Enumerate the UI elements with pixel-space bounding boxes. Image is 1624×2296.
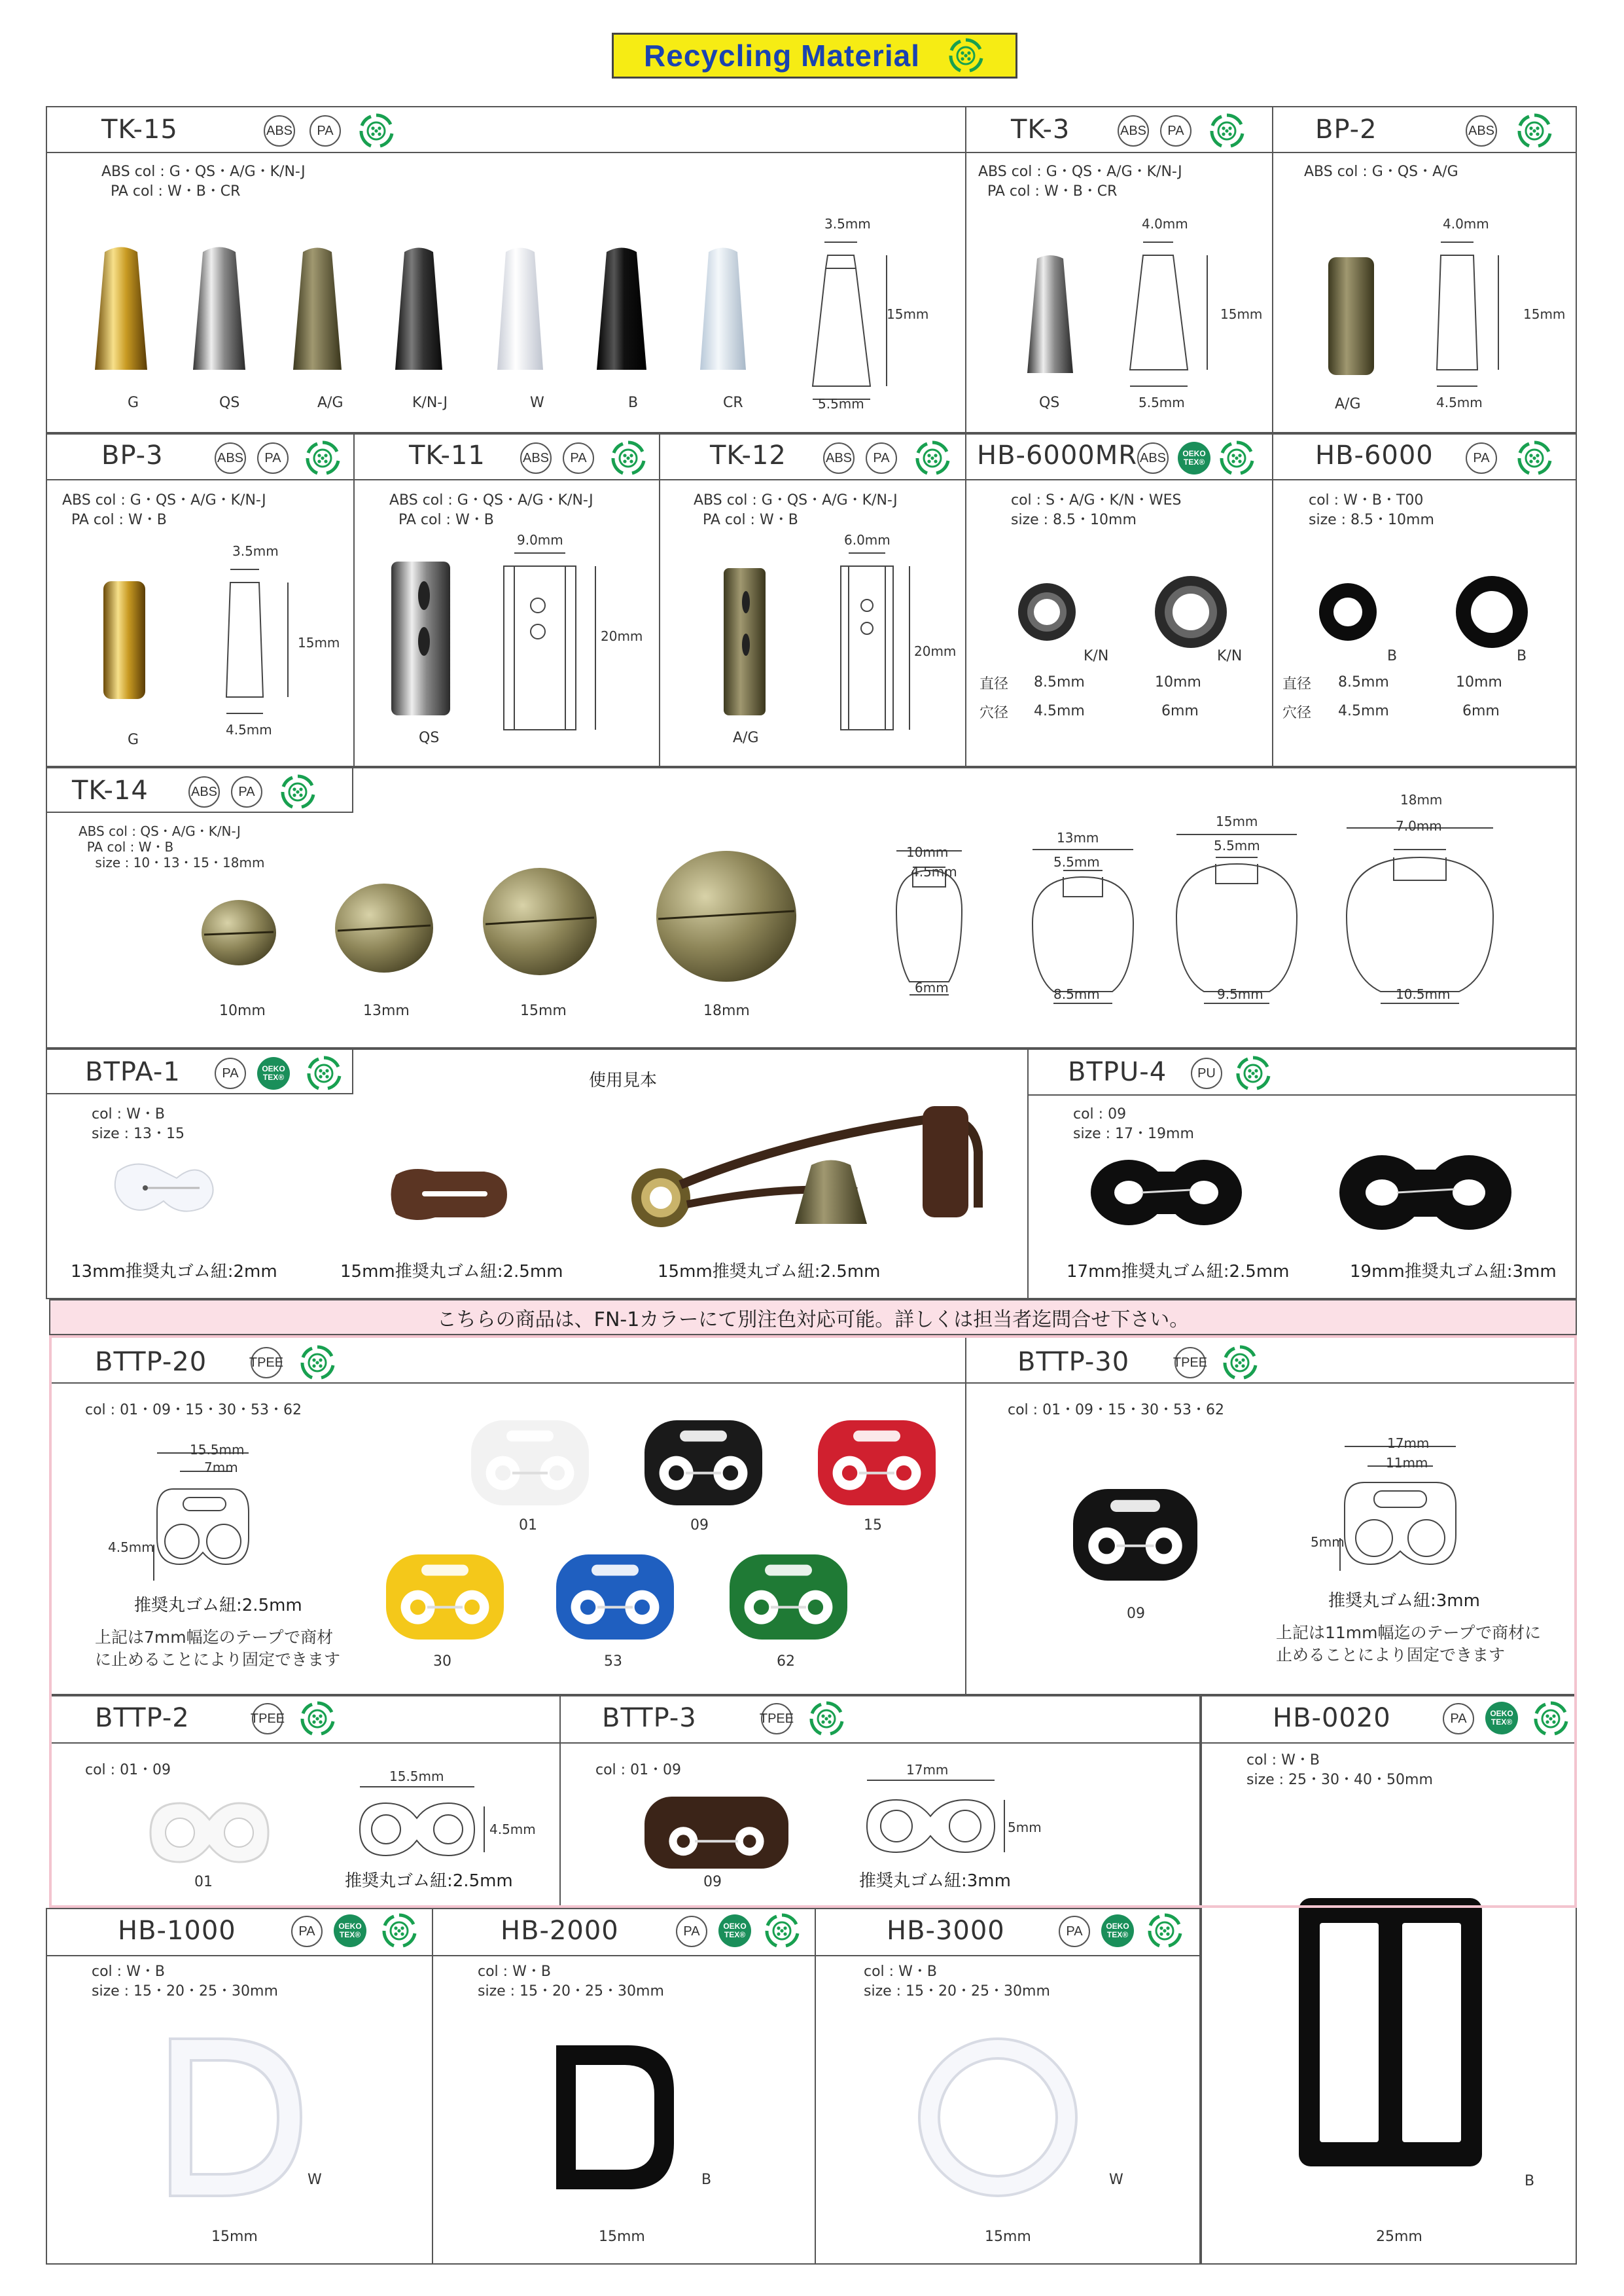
- product-name-hb1000: HB-1000: [118, 1916, 236, 1946]
- size-caption: 15mm: [985, 2229, 1031, 2245]
- row-label-hole: 穴径: [1282, 705, 1312, 721]
- material-badge-abs: ABS: [520, 442, 552, 474]
- bttp3-colors: col : 01・09: [595, 1762, 682, 1778]
- size-caption: 15mm: [211, 2229, 258, 2245]
- caption: B: [1517, 648, 1527, 664]
- material-badge-tpee: TPEE: [251, 1347, 282, 1378]
- caption: G: [128, 732, 139, 748]
- recycle-icon: [913, 439, 952, 478]
- dimension-label: 5mm: [1311, 1534, 1345, 1550]
- material-badge-abs: ABS: [264, 115, 295, 147]
- product-name-btpa1: BTPA-1: [85, 1057, 181, 1087]
- cord-lock-photo: [818, 1420, 936, 1505]
- material-badge-abs: ABS: [188, 776, 220, 808]
- cord-recommendation: 推奨丸ゴム紐:3mm: [859, 1871, 1011, 1891]
- caption: A/G: [733, 730, 759, 746]
- product-name-hb3000: HB-3000: [887, 1916, 1005, 1946]
- stopper-photo-b: [597, 248, 646, 370]
- row-label-diameter: 直径: [980, 676, 1009, 692]
- caption: 62: [777, 1653, 795, 1670]
- caption: 15: [864, 1517, 882, 1534]
- bp3-colors: ABS col : G・QS・A/G・K/N-J PA col : W・B: [62, 492, 266, 528]
- product-name-tk15: TK-15: [101, 115, 178, 145]
- recycle-icon: [278, 772, 317, 812]
- dimension-label: 5.5mm: [1139, 395, 1185, 410]
- caption: 09: [690, 1517, 709, 1534]
- material-badge-pa: PA: [257, 442, 289, 474]
- caption: B: [628, 395, 639, 411]
- dimension-label: 10.5mm: [1396, 986, 1451, 1002]
- material-badge-pa: PA: [215, 1058, 246, 1089]
- dimension-label: 3.5mm: [824, 216, 871, 232]
- hb0020-buckle-photo: [1292, 1892, 1489, 2173]
- recycle-icon: [1207, 111, 1246, 151]
- dimension-label: 5mm: [1008, 1820, 1042, 1835]
- product-name-tk14: TK-14: [72, 776, 149, 806]
- product-name-hb6000mr: HB-6000MR: [977, 440, 1138, 471]
- product-name-tk12: TK-12: [710, 440, 786, 471]
- cord-lock-photo: [730, 1554, 847, 1640]
- bttp30-photo: [1067, 1482, 1204, 1587]
- caption: 01: [194, 1874, 213, 1890]
- dimension-label: 15.5mm: [190, 1442, 245, 1458]
- dimension-label: 10mm: [906, 844, 949, 860]
- caption: 13mm: [363, 1003, 410, 1019]
- material-badge-pa: PA: [676, 1916, 707, 1947]
- recycle-icon: [298, 1699, 337, 1738]
- recycle-icon: [304, 1054, 344, 1093]
- tk14-ball-photos: [190, 851, 818, 995]
- spec-value: 4.5mm: [1338, 703, 1389, 719]
- bttp2-colors: col : 01・09: [85, 1762, 171, 1778]
- caption: 01: [519, 1517, 537, 1534]
- recycle-icon: [1531, 1699, 1570, 1738]
- tk3-stopper-photo: [1021, 252, 1093, 383]
- recycle-icon: [762, 1911, 802, 1950]
- tk12-dimension-drawing: [834, 543, 952, 733]
- caption: CR: [723, 395, 743, 411]
- btpa1-white-photo: [105, 1155, 249, 1221]
- row-label-hole: 穴径: [980, 705, 1009, 721]
- material-badge-abs: ABS: [1118, 115, 1149, 147]
- hb3000-o-ring-photo: [913, 2032, 1083, 2202]
- recycle-icon: [1220, 1343, 1260, 1382]
- hb0020-colors: col : W・B size : 25・30・40・50mm: [1246, 1752, 1433, 1788]
- usage-sample-label: 使用見本: [589, 1071, 658, 1090]
- btpu4-19mm-photo: [1338, 1149, 1515, 1240]
- caption: 30: [433, 1653, 451, 1670]
- stopper-photo-kn: [395, 248, 442, 370]
- spec-value: 8.5mm: [1034, 674, 1085, 691]
- stopper-photo-ag: [293, 248, 342, 370]
- caption: B: [1525, 2173, 1535, 2189]
- dimension-label: 9.5mm: [1217, 986, 1263, 1002]
- product-name-bttp3: BTTP-3: [602, 1703, 697, 1733]
- material-badge-abs: ABS: [215, 442, 246, 474]
- recycle-icon: [946, 36, 985, 75]
- bttp3-photo: [638, 1790, 795, 1875]
- caption: 09: [703, 1874, 722, 1890]
- bp2-colors: ABS col : G・QS・A/G: [1304, 164, 1458, 180]
- hb6000-colors: col : W・B・T00 size : 8.5・10mm: [1309, 492, 1434, 528]
- caption: W: [530, 395, 544, 411]
- caption: K/N-J: [412, 395, 448, 411]
- tk15-colors: ABS col : G・QS・A/G・K/N-J PA col : W・B・CR: [101, 164, 306, 200]
- caption: QS: [419, 730, 440, 746]
- oeko-tex-badge: OEKO TEX®: [1485, 1702, 1518, 1734]
- stopper-photo-w: [497, 248, 543, 370]
- recycle-icon: [357, 111, 396, 151]
- product-name-hb2000: HB-2000: [501, 1916, 619, 1946]
- cord-recommendation: 推奨丸ゴム紐:2.5mm: [345, 1871, 513, 1891]
- material-badge-tpee: TPEE: [252, 1703, 283, 1734]
- dimension-label: 17mm: [906, 1762, 949, 1778]
- recycle-icon: [380, 1911, 419, 1950]
- dimension-label: 4.5mm: [226, 722, 272, 738]
- oeko-tex-badge: OEKO TEX®: [1178, 442, 1210, 475]
- spec-value: 6mm: [1161, 703, 1199, 719]
- recycle-icon: [1217, 439, 1256, 478]
- caption: 17mm推奨丸ゴム紐:2.5mm: [1067, 1262, 1290, 1282]
- material-badge-pa: PA: [231, 776, 262, 808]
- dimension-label: 15mm: [1220, 306, 1263, 322]
- hb2000-colors: col : W・B size : 15・20・25・30mm: [478, 1964, 664, 2000]
- product-name-btpu4: BTPU-4: [1068, 1057, 1167, 1087]
- material-badge-pa: PA: [1443, 1703, 1474, 1734]
- spec-value: 4.5mm: [1034, 703, 1085, 719]
- dimension-label: 15.5mm: [389, 1768, 444, 1784]
- dimension-label: 15mm: [887, 306, 929, 322]
- spec-value: 8.5mm: [1338, 674, 1389, 691]
- caption: 18mm: [703, 1003, 750, 1019]
- dimension-label: 4.5mm: [489, 1821, 536, 1837]
- oeko-tex-badge: OEKO TEX®: [718, 1914, 751, 1947]
- dimension-label: 7.0mm: [1396, 818, 1442, 834]
- dimension-label: 15mm: [298, 635, 340, 651]
- material-badge-pa: PA: [1160, 115, 1192, 147]
- tk11-colors: ABS col : G・QS・A/G・K/N-J PA col : W・B: [389, 492, 593, 528]
- bttp30-colors: col : 01・09・15・30・53・62: [1008, 1402, 1225, 1418]
- tk11-stopper-photo: [386, 556, 458, 720]
- bp2-stopper-photo: [1322, 252, 1381, 383]
- caption: 53: [604, 1653, 622, 1670]
- btpa1-colors: col : W・B size : 13・15: [92, 1106, 185, 1142]
- cord-recommendation: 推奨丸ゴム紐:3mm: [1328, 1591, 1480, 1611]
- tk12-colors: ABS col : G・QS・A/G・K/N-J PA col : W・B: [694, 492, 898, 528]
- caption: G: [128, 395, 139, 411]
- product-name-bp3: BP-3: [101, 440, 164, 471]
- dimension-label: 6.0mm: [844, 532, 891, 548]
- recycle-icon: [303, 439, 342, 478]
- dimension-label: 5.5mm: [1053, 854, 1100, 870]
- hb3000-colors: col : W・B size : 15・20・25・30mm: [864, 1964, 1050, 2000]
- material-badge-pa: PA: [309, 115, 341, 147]
- row-label-diameter: 直径: [1282, 676, 1312, 692]
- recycle-icon: [1515, 439, 1554, 478]
- dimension-label: 4.0mm: [1142, 216, 1188, 232]
- dimension-label: 5.5mm: [818, 396, 864, 412]
- fixing-note: 上記は7mm幅迄のテープで商材 に止めることにより固定できます: [95, 1628, 341, 1669]
- dimension-label: 15mm: [1523, 306, 1566, 322]
- dimension-label: 20mm: [914, 643, 957, 659]
- btpu4-colors: col : 09 size : 17・19mm: [1073, 1106, 1194, 1142]
- size-caption: 25mm: [1376, 2229, 1422, 2245]
- caption: 13mm推奨丸ゴム紐:2mm: [71, 1262, 277, 1282]
- caption: 19mm推奨丸ゴム紐:3mm: [1350, 1262, 1557, 1282]
- caption: 09: [1127, 1605, 1145, 1622]
- dimension-label: 17mm: [1387, 1435, 1430, 1451]
- recycle-icon: [1233, 1054, 1273, 1093]
- caption: A/G: [1335, 396, 1361, 412]
- caption: K/N: [1217, 648, 1243, 664]
- caption: A/G: [317, 395, 344, 411]
- product-name-bp2: BP-2: [1315, 115, 1377, 145]
- material-badge-abs: ABS: [823, 442, 855, 474]
- product-name-hb0020: HB-0020: [1273, 1703, 1391, 1733]
- caption: W: [308, 2172, 322, 2188]
- caption: K/N: [1084, 648, 1109, 664]
- cord-lock-photo: [386, 1554, 504, 1640]
- btpa1-usage-sample-photo: [622, 1093, 1027, 1250]
- bttp2-dimension-drawing: [350, 1767, 553, 1865]
- bp3-stopper-photo: [98, 576, 150, 707]
- caption: W: [1109, 2172, 1123, 2188]
- dimension-label: 4.5mm: [108, 1539, 154, 1555]
- bttp20-color-photos: [458, 1414, 936, 1662]
- hb2000-d-ring-photo: [550, 2039, 680, 2196]
- cord-lock-photo: [471, 1420, 589, 1505]
- caption: QS: [219, 395, 240, 411]
- dimension-label: 18mm: [1400, 792, 1443, 808]
- product-name-bttp2: BTTP-2: [95, 1703, 190, 1733]
- caption: 15mm推奨丸ゴム紐:2.5mm: [658, 1262, 881, 1282]
- dimension-label: 7mm: [204, 1460, 238, 1475]
- hb6000mr-colors: col : S・A/G・K/N・WES size : 8.5・10mm: [1011, 492, 1182, 528]
- product-name-tk3: TK-3: [1011, 115, 1070, 145]
- product-name-bttp30: BTTP-30: [1017, 1347, 1130, 1377]
- material-badge-abs: ABS: [1137, 442, 1169, 474]
- recycle-icon: [609, 439, 648, 478]
- bttp20-colors: col : 01・09・15・30・53・62: [85, 1402, 302, 1418]
- spec-value: 10mm: [1155, 674, 1201, 691]
- product-name-tk11: TK-11: [409, 440, 485, 471]
- recycle-icon: [1515, 111, 1554, 151]
- hb1000-d-ring-photo: [157, 2029, 314, 2206]
- bttp2-photo: [144, 1797, 275, 1875]
- oeko-tex-badge: OEKO TEX®: [1101, 1914, 1134, 1947]
- material-badge-pa: PA: [563, 442, 594, 474]
- size-caption: 15mm: [599, 2229, 645, 2245]
- fixing-note: 上記は11mm幅迄のテープで商材に 止めることにより固定できます: [1276, 1623, 1542, 1664]
- recycle-icon: [1145, 1911, 1184, 1950]
- btpu4-17mm-photo: [1089, 1152, 1246, 1237]
- caption: QS: [1039, 395, 1060, 411]
- caption: 15mm推奨丸ゴム紐:2.5mm: [340, 1262, 563, 1282]
- material-badge-pa: PA: [1059, 1916, 1090, 1947]
- bttp3-dimension-drawing: [857, 1761, 1067, 1865]
- custom-color-notice: こちらの商品は、FN-1カラーにて別注色対応可能。詳しくは担当者迄問合せ下さい。: [49, 1299, 1577, 1335]
- recycle-icon: [807, 1699, 846, 1738]
- dimension-label: 3.5mm: [232, 543, 279, 559]
- cord-lock-photo: [556, 1554, 674, 1640]
- material-badge-pa: PA: [1466, 442, 1497, 474]
- dimension-label: 9.0mm: [517, 532, 563, 548]
- dimension-label: 6mm: [915, 980, 949, 996]
- product-name-hb6000: HB-6000: [1315, 440, 1434, 471]
- oeko-tex-badge: OEKO TEX®: [257, 1057, 290, 1090]
- caption: B: [701, 2172, 712, 2188]
- dimension-label: 11mm: [1386, 1455, 1428, 1471]
- caption: B: [1387, 648, 1398, 664]
- cord-lock-photo: [644, 1420, 762, 1505]
- page-title-banner: [612, 33, 1017, 79]
- material-badge-abs: ABS: [1466, 115, 1497, 147]
- material-badge-pu: PU: [1191, 1058, 1222, 1089]
- material-badge-tpee: TPEE: [761, 1703, 792, 1734]
- tk15-stopper-photos: [85, 242, 798, 380]
- tk12-stopper-photo: [718, 563, 771, 720]
- dimension-label: 5.5mm: [1214, 838, 1260, 853]
- stopper-photo-g: [95, 247, 147, 370]
- stopper-photo-cr: [700, 248, 746, 370]
- dimension-label: 13mm: [1057, 830, 1099, 846]
- dimension-label: 8.5mm: [1053, 986, 1100, 1002]
- stopper-photo-qs: [193, 247, 245, 370]
- dimension-label: 15mm: [1216, 814, 1258, 829]
- page-title: Recycling Material: [644, 39, 920, 73]
- caption: 10mm: [219, 1003, 266, 1019]
- cord-recommendation: 推奨丸ゴム紐:2.5mm: [134, 1596, 302, 1615]
- spec-value: 10mm: [1456, 674, 1502, 691]
- oeko-tex-badge: OEKO TEX®: [334, 1914, 366, 1947]
- tk3-colors: ABS col : G・QS・A/G・K/N-J PA col : W・B・CR: [978, 164, 1182, 200]
- material-badge-pa: PA: [866, 442, 897, 474]
- material-badge-tpee: TPEE: [1174, 1347, 1206, 1378]
- cord-lock-photo: [644, 1797, 788, 1869]
- recycle-icon: [298, 1343, 337, 1382]
- dimension-label: 4.0mm: [1443, 216, 1489, 232]
- tk14-colors: ABS col : QS・A/G・K/N-J PA col : W・B size : 10・13・15・18mm: [79, 823, 265, 870]
- caption: 15mm: [520, 1003, 567, 1019]
- dimension-label: 20mm: [601, 628, 643, 644]
- product-name-bttp20: BTTP-20: [95, 1347, 207, 1377]
- material-badge-pa: PA: [291, 1916, 323, 1947]
- dimension-label: 4.5mm: [911, 864, 957, 880]
- spec-value: 6mm: [1462, 703, 1500, 719]
- dimension-label: 4.5mm: [1436, 395, 1483, 410]
- cord-lock-photo: [1073, 1489, 1197, 1581]
- hb1000-colors: col : W・B size : 15・20・25・30mm: [92, 1964, 278, 2000]
- btpa1-brown-photo: [386, 1162, 530, 1227]
